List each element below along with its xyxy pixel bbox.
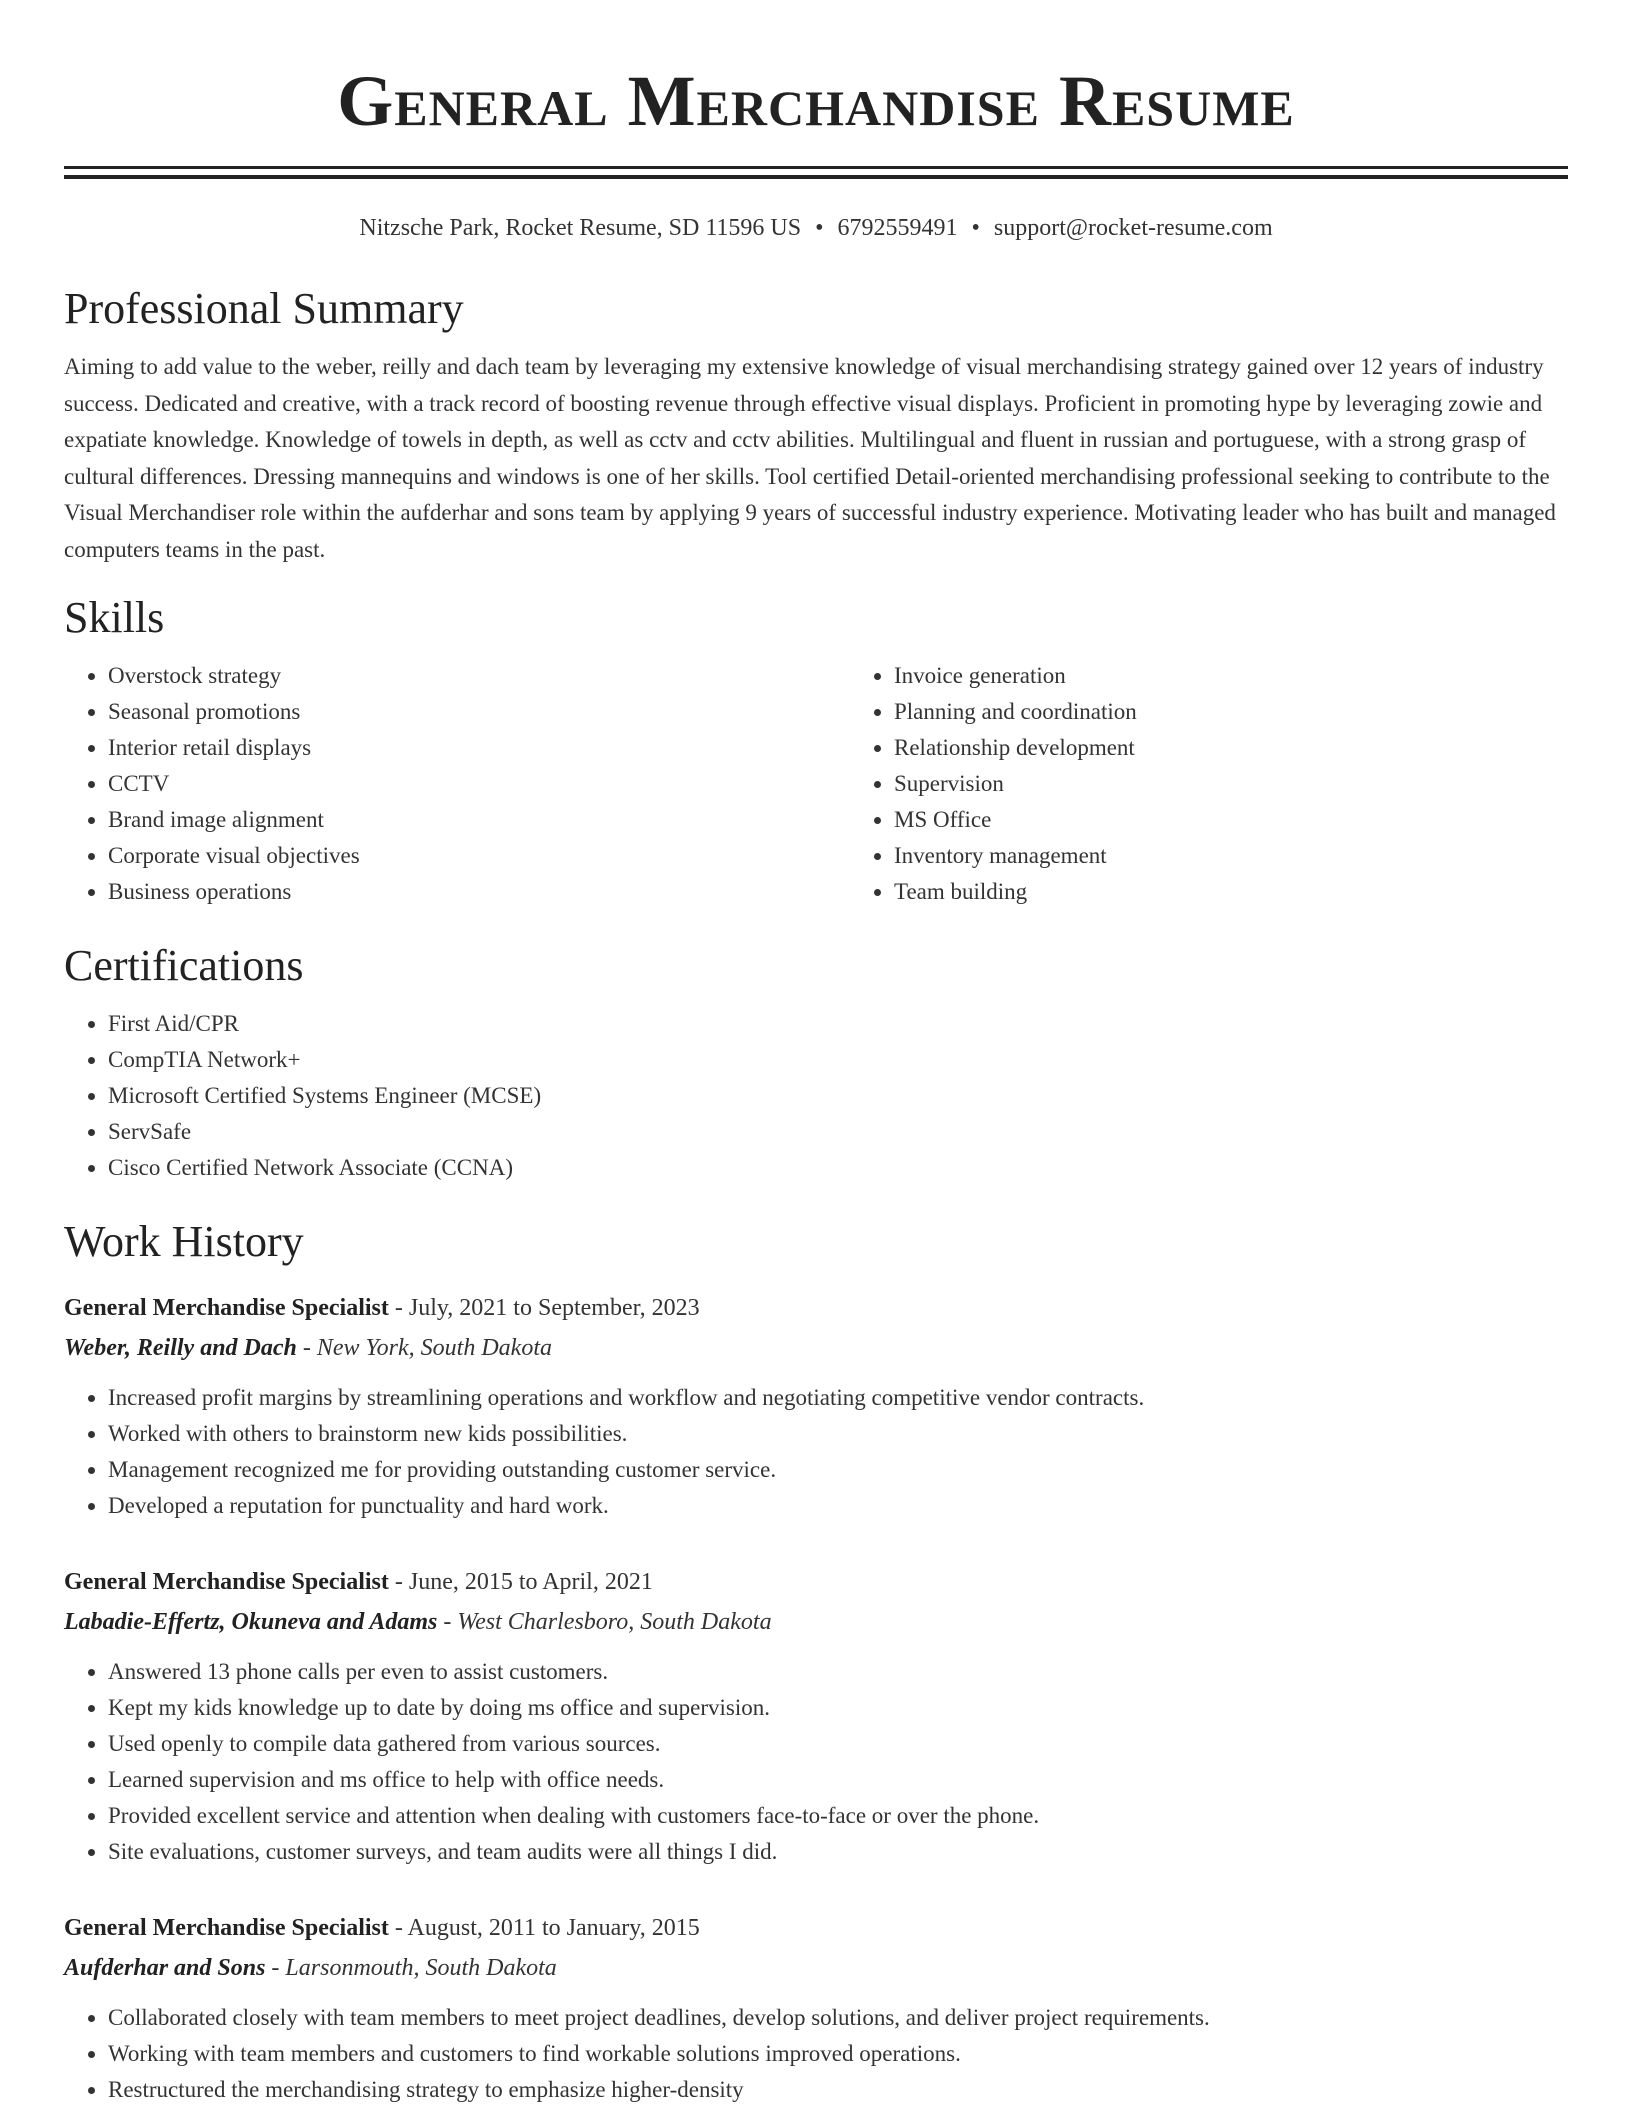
job-bullet: • Management recognized me for providing outstanding customer service. [108, 1452, 1568, 1488]
resume-title: General Merchandise Resume [337, 61, 1295, 141]
job-bullet: • Kept my kids knowledge up to date by doing ms office and supervision. [108, 1690, 1568, 1726]
skill-item: • Team building [894, 874, 1568, 910]
summary-text: Aiming to add value to the weber, reilly and dach team by leveraging my extensive knowledge of visual merchandising strategy gained over 12 years of industry success. Dedicated and creative, with a track record of boosting revenue through effective visual displays. Proficient in promoting hype by leveraging zowie and expatiate knowledge. Knowledge of towels in depth, as well as cctv and cctv abilities. Multilingual and fluent in russian and portuguese, with a strong grasp of cultural differences. Dressing mannequins and windows is one of her skills. Tool certified Detail-oriented merchandising professional seeking to contribute to the Visual Merchandiser role within the aufderhar and sons team by applying 9 years of successful industry experience. Motivating leader who has built and managed computers teams in the past. [64, 354, 1556, 562]
job-bullet: • Answered 13 phone calls per even to assist customers. [108, 1654, 1568, 1690]
job-title: General Merchandise Specialist [64, 1295, 389, 1321]
skill-item: • Corporate visual objectives [108, 838, 850, 874]
contact-separator: • [971, 215, 980, 241]
skills-columns [64, 658, 1568, 910]
title-divider-bottom [64, 175, 1568, 179]
skill-item: • Planning and coordination [894, 694, 1568, 730]
certification-item: • ServSafe [108, 1114, 1568, 1150]
job-title: General Merchandise Specialist [64, 1915, 389, 1941]
job-company: Labadie-Effertz, Okuneva and Adams [64, 1609, 438, 1635]
contact-address: Nitzsche Park, Rocket Resume, SD 11596 US [359, 215, 802, 241]
job-bullet: • Provided excellent service and attention when dealing with customers face-to-face or over the phone. [108, 1798, 1568, 1834]
certifications-heading: Certifications [64, 941, 304, 990]
job-bullet: • Collaborated closely with team members to meet project deadlines, develop solutions, and deliver project requirements. [108, 2000, 1568, 2036]
job-location: - New York, South Dakota [296, 1335, 552, 1361]
job-bullet: • Worked with others to brainstorm new kids possibilities. [108, 1416, 1568, 1452]
job-dates: - July, 2021 to September, 2023 [388, 1295, 700, 1321]
job-title: General Merchandise Specialist [64, 1569, 389, 1595]
job-title-line [64, 1562, 1568, 1602]
job-company-line [64, 1948, 1568, 1988]
skill-item: • Relationship development [894, 730, 1568, 766]
certifications-list [64, 1006, 1568, 1186]
certification-item: • First Aid/CPR [108, 1006, 1568, 1042]
skill-item: • Invoice generation [894, 658, 1568, 694]
skill-item: • MS Office [894, 802, 1568, 838]
skills-list-left [64, 658, 850, 910]
skill-item: • CCTV [108, 766, 850, 802]
skills-list-right [850, 658, 1568, 910]
job-company: Aufderhar and Sons [64, 1955, 266, 1981]
work-history-heading: Work History [64, 1217, 304, 1266]
skill-item: • Supervision [894, 766, 1568, 802]
contact-email: support@rocket-resume.com [993, 215, 1273, 241]
job-title-line [64, 1288, 1568, 1328]
job-bullet: • Learned supervision and ms office to help with office needs. [108, 1762, 1568, 1798]
job-bullet: • Site evaluations, customer surveys, and team audits were all things I did. [108, 1834, 1568, 1870]
summary-heading: Professional Summary [64, 284, 464, 333]
contact-separator: • [815, 215, 824, 241]
job-dates: - August, 2011 to January, 2015 [388, 1915, 700, 1941]
contact-phone: 6792559491 [837, 215, 958, 241]
job-bullets [64, 1654, 1568, 1870]
certification-item: • Cisco Certified Network Associate (CCNA) [108, 1150, 1568, 1186]
job-title-line [64, 1908, 1568, 1948]
certification-item: • Microsoft Certified Systems Engineer (MCSE) [108, 1078, 1568, 1114]
job-bullet: • Used openly to compile data gathered from various sources. [108, 1726, 1568, 1762]
job-entry [64, 1908, 1568, 2108]
skill-item: • Business operations [108, 874, 850, 910]
job-bullet: • Increased profit margins by streamlining operations and workflow and negotiating competitive vendor contracts. [108, 1380, 1568, 1416]
contact-line [64, 213, 1568, 243]
job-dates: - June, 2015 to April, 2021 [388, 1569, 653, 1595]
skill-item: • Overstock strategy [108, 658, 850, 694]
job-bullets [64, 2000, 1568, 2108]
job-location: - West Charlesboro, South Dakota [437, 1609, 772, 1635]
job-bullet: • Developed a reputation for punctuality and hard work. [108, 1488, 1568, 1524]
job-company-line [64, 1602, 1568, 1642]
certification-item: • CompTIA Network+ [108, 1042, 1568, 1078]
skill-item: • Seasonal promotions [108, 694, 850, 730]
job-company: Weber, Reilly and Dach [64, 1335, 297, 1361]
skill-item: • Inventory management [894, 838, 1568, 874]
title-divider-top [64, 166, 1568, 169]
job-entry [64, 1288, 1568, 1524]
skill-item: • Interior retail displays [108, 730, 850, 766]
job-bullet: • Restructured the merchandising strategy to emphasize higher-density [108, 2072, 1568, 2108]
job-bullet: • Working with team members and customers to find workable solutions improved operations. [108, 2036, 1568, 2072]
job-bullets [64, 1380, 1568, 1524]
skills-heading: Skills [64, 593, 165, 642]
job-location: - Larsonmouth, South Dakota [265, 1955, 557, 1981]
job-entry [64, 1562, 1568, 1870]
skill-item: • Brand image alignment [108, 802, 850, 838]
job-company-line [64, 1328, 1568, 1368]
